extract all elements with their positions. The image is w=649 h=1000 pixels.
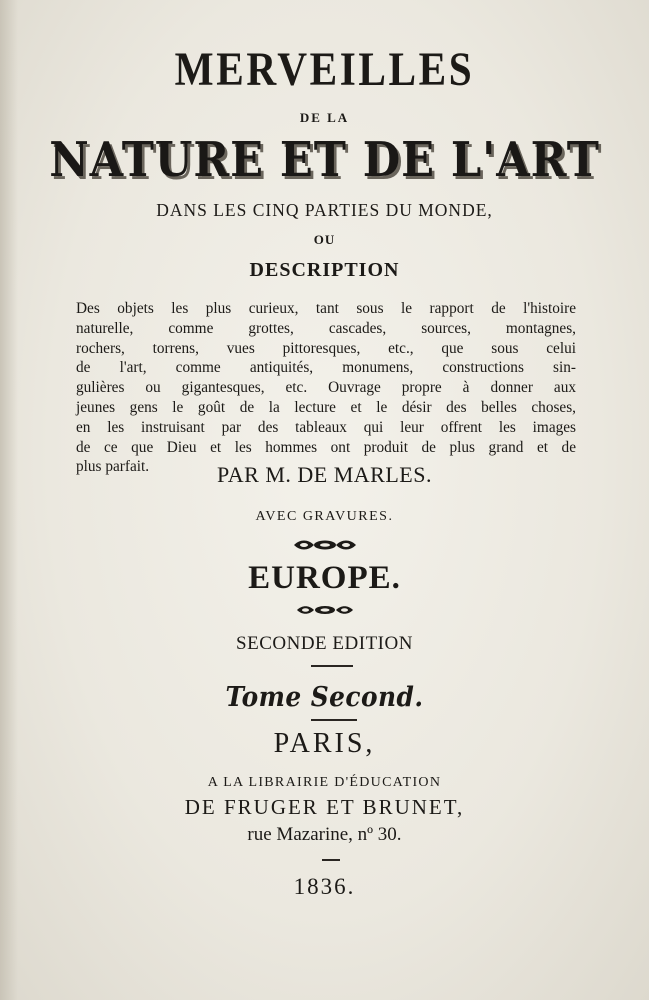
description-line: plus parfait. xyxy=(76,458,150,476)
publisher-line-2: DE FRUGER ET BRUNET, xyxy=(184,795,465,819)
edition-line: SECONDE EDITION xyxy=(236,633,413,654)
city-line: PARIS, xyxy=(273,728,376,759)
divider-rule xyxy=(311,719,357,721)
address-line: rue Mazarine, nº 30. xyxy=(247,824,402,845)
description-heading: DESCRIPTION xyxy=(249,259,400,281)
title-de-la: DE LA xyxy=(299,110,350,125)
volume-region: EUROPE. xyxy=(248,560,401,596)
description-line: Des objets les plus curieux, tant sous le rapport de l'histoire xyxy=(76,300,576,317)
author-line: PAR M. DE MARLES. xyxy=(217,462,432,487)
divider-rule-short xyxy=(322,859,340,861)
publisher-line-1: A LA LIBRAIRIE D'ÉDUCATION xyxy=(207,775,442,790)
conjunction-ou: OU xyxy=(313,232,336,247)
description-line: gulières ou gigantesques, etc. Ouvrage propre à donner aux xyxy=(76,379,576,397)
title-merveilles: MERVEILLES xyxy=(174,43,475,96)
description-line: naturelle, comme grottes, cascades, sources, montagnes, xyxy=(76,319,576,337)
description-line: jeunes gens le goût de la lecture et le désir des belles choses, xyxy=(76,398,576,416)
divider-rule xyxy=(311,665,353,667)
publication-year: 1836. xyxy=(293,874,356,899)
title-nature-et-de-lart: NATURE ET DE L'ART xyxy=(49,132,600,188)
page-edge-shadow xyxy=(0,0,18,1000)
description-line: de l'art, comme antiquités, monumens, constructions sin- xyxy=(76,359,576,377)
description-line: rochers, torrens, vues pittoresques, etc., que sous celui xyxy=(76,339,576,357)
description-line: en les instruisant par des tableaux qui leur offrent les images xyxy=(76,418,576,436)
tome-line: Tome Second. xyxy=(225,682,424,713)
description-paragraph xyxy=(76,299,576,477)
illustrations-line: AVEC GRAVURES. xyxy=(255,509,394,524)
ornament-lower xyxy=(0,603,649,619)
subtitle-cinq-parties: DANS LES CINQ PARTIES DU MONDE, xyxy=(156,200,493,220)
fleuron-ornament-icon xyxy=(295,603,355,617)
description-line: de ce que Dieu et les hommes ont produit de plus grand et de xyxy=(76,438,576,456)
ornament-upper xyxy=(0,537,649,553)
fleuron-ornament-icon xyxy=(292,537,358,553)
